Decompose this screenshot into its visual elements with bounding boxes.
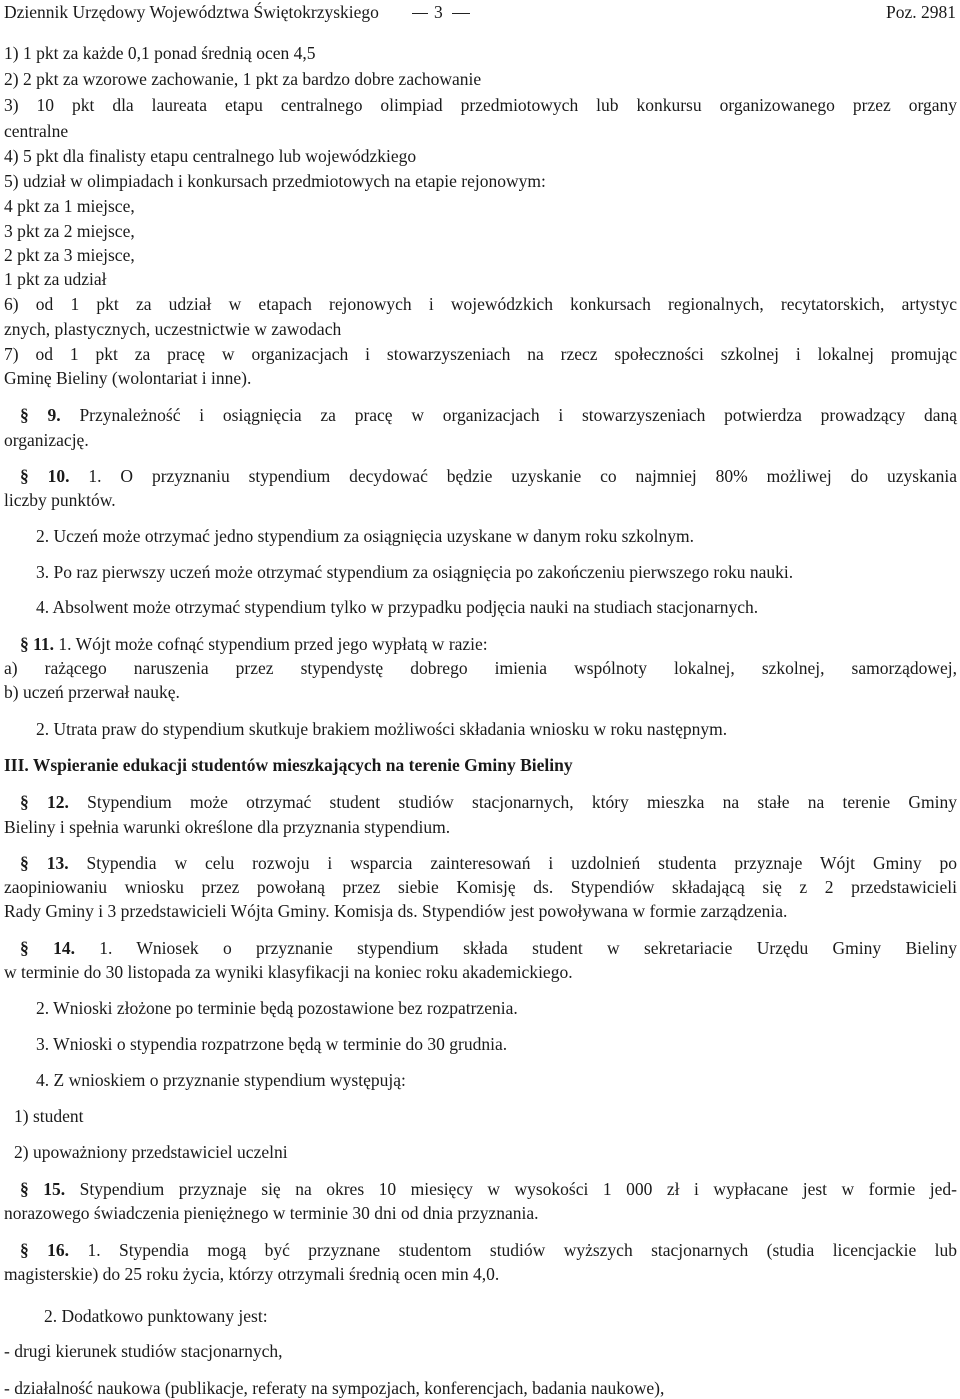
text-line: zaopiniowaniu wniosku przez powołaną przez siebie Komisję ds. Stypendiów składającą się z 2 przedstawicieli bbox=[4, 877, 957, 897]
text-line: 4) 5 pkt dla finalisty etapu centralnego lub wojewódzkiego bbox=[4, 146, 417, 166]
text-span: Stypendium przyznaje się na okres 10 miesięcy w wysokości 1 000 zł i wypłacane jest w formie jed- bbox=[79, 1179, 958, 1199]
paragraph-14-line bbox=[20, 937, 957, 959]
text-span: 1. Stypendia mogą być przyznane studentom studiów wyższych stacjonarnych (studia licencjackie lub bbox=[87, 1240, 958, 1260]
paragraph-15-line bbox=[20, 1178, 957, 1200]
text-line: Rady Gminy i 3 przedstawicieli Wójta Gminy. Komisja ds. Stypendiów jest powoływana w formie zarządzenia. bbox=[4, 901, 788, 921]
text-line: 2. Wnioski złożone po terminie będą pozostawione bez rozpatrzenia. bbox=[36, 998, 518, 1018]
text-line: 6) od 1 pkt za udział w etapach rejonowych i wojewódzkich konkursach regionalnych, recytatorskich, artystyc bbox=[4, 294, 957, 314]
text-line: organizację. bbox=[4, 430, 89, 450]
paragraph-13-line bbox=[20, 852, 957, 874]
text-span: 1. O przyznaniu stypendium decydować będzie uzyskanie co najmniej 80% możliwej do uzyskania bbox=[88, 466, 958, 486]
paragraph-12-line bbox=[20, 791, 957, 813]
paragraph-11-line bbox=[20, 633, 488, 655]
text-span: 1. Wniosek o przyznanie stypendium składa student w sekretariacie Urzędu Gminy Bieliny bbox=[99, 938, 957, 958]
text-line: Gminę Bieliny (wolontariat i inne). bbox=[4, 368, 252, 388]
text-span: Stypendium może otrzymać student studiów stacjonarnych, który mieszka na stałe na terenie Gminy bbox=[87, 792, 958, 812]
text-line: 2. Utrata praw do stypendium skutkuje brakiem możliwości składania wniosku w roku następnym. bbox=[36, 719, 728, 739]
text-line: 4 pkt za 1 miejsce, bbox=[4, 196, 135, 216]
paragraph-10-line bbox=[20, 465, 957, 487]
section-number: § 12. bbox=[20, 792, 69, 812]
text-line: - działalność naukowa (publikacje, referaty na sympozjach, konferencjach, badania naukowe), bbox=[4, 1378, 665, 1398]
text-span: Stypendia w celu rozwoju i wsparcia zainteresowań i uzdolnień studenta przyznaje Wójt Gminy po bbox=[86, 853, 958, 873]
paragraph-16-line bbox=[20, 1239, 957, 1261]
text-line: 2. Uczeń może otrzymać jedno stypendium za osiągnięcia uzyskane w danym roku szkolnym. bbox=[36, 526, 694, 546]
text-line: 3 pkt za 2 miejsce, bbox=[4, 221, 135, 241]
text-line: Bieliny i spełnia warunki określone dla przyznania stypendium. bbox=[4, 817, 451, 837]
text-line: - drugi kierunek studiów stacjonarnych, bbox=[4, 1341, 283, 1361]
section-number: § 9. bbox=[20, 405, 61, 425]
section-number: § 14. bbox=[20, 938, 75, 958]
text-line: norazowego świadczenia pieniężnego w terminie 30 dni od dnia przyznania. bbox=[4, 1203, 539, 1223]
text-line: b) uczeń przerwał naukę. bbox=[4, 682, 180, 702]
text-line: 2 pkt za 3 miejsce, bbox=[4, 245, 135, 265]
section-number: § 13. bbox=[20, 853, 69, 873]
section-number: § 10. bbox=[20, 466, 70, 486]
chapter-heading: III. Wspieranie edukacji studentów mieszkających na terenie Gminy Bieliny bbox=[4, 755, 573, 775]
text-line: 2) upoważniony przedstawiciel uczelni bbox=[14, 1142, 288, 1162]
page-number: 3 bbox=[434, 2, 443, 22]
position-number: Poz. 2981 bbox=[886, 2, 956, 22]
header-rule-right bbox=[452, 13, 470, 14]
text-line: znych, plastycznych, uczestnictwie w zawodach bbox=[4, 319, 342, 339]
text-line: 1) student bbox=[14, 1106, 84, 1126]
text-line: centralne bbox=[4, 121, 69, 141]
journal-title: Dziennik Urzędowy Województwa Świętokrzyskiego bbox=[4, 2, 379, 22]
text-line: liczby punktów. bbox=[4, 490, 116, 510]
text-line: 3. Wnioski o stypendia rozpatrzone będą w terminie do 30 grudnia. bbox=[36, 1034, 508, 1054]
text-line: 1 pkt za udział bbox=[4, 269, 107, 289]
text-line: 3) 10 pkt dla laureata etapu centralnego olimpiad przedmiotowych lub konkursu organizowanego przez organy bbox=[4, 95, 957, 115]
text-line: 4. Absolwent może otrzymać stypendium tylko w przypadku podjęcia nauki na studiach stacjonarnych. bbox=[36, 597, 759, 617]
header-rule-left bbox=[412, 13, 428, 14]
text-line: 2) 2 pkt za wzorowe zachowanie, 1 pkt za bardzo dobre zachowanie bbox=[4, 69, 482, 89]
text-line: 1) 1 pkt za każde 0,1 ponad średnią ocen 4,5 bbox=[4, 43, 316, 63]
text-span: Przynależność i osiągnięcia za pracę w organizacjach i stowarzyszeniach potwierdza prowadzący daną bbox=[79, 405, 958, 425]
text-line: 2. Dodatkowo punktowany jest: bbox=[44, 1306, 268, 1326]
section-number: § 16. bbox=[20, 1240, 70, 1260]
text-span: 1. Wójt może cofnąć stypendium przed jego wypłatą w razie: bbox=[58, 634, 488, 654]
page-header bbox=[4, 2, 956, 24]
text-line: 7) od 1 pkt za pracę w organizacjach i stowarzyszeniach na rzecz społeczności szkolnej i lokalnej promując bbox=[4, 344, 957, 364]
text-line: w terminie do 30 listopada za wyniki klasyfikacji na koniec roku akademickiego. bbox=[4, 962, 573, 982]
text-line: 5) udział w olimpiadach i konkursach przedmiotowych na etapie rejonowym: bbox=[4, 171, 546, 191]
text-line: a) rażącego naruszenia przez stypendystę dobrego imienia wspólnoty lokalnej, szkolnej, samorządowej, bbox=[4, 658, 957, 678]
text-line: magisterskie) do 25 roku życia, którzy otrzymali średnią ocen min 4,0. bbox=[4, 1264, 500, 1284]
paragraph-9-line bbox=[20, 404, 957, 426]
text-line: 3. Po raz pierwszy uczeń może otrzymać stypendium za osiągnięcia po zakończeniu pierwszego roku nauki. bbox=[36, 562, 794, 582]
section-number: § 15. bbox=[20, 1179, 66, 1199]
text-line: 4. Z wnioskiem o przyznanie stypendium występują: bbox=[36, 1070, 406, 1090]
section-number: § 11. bbox=[20, 634, 55, 654]
